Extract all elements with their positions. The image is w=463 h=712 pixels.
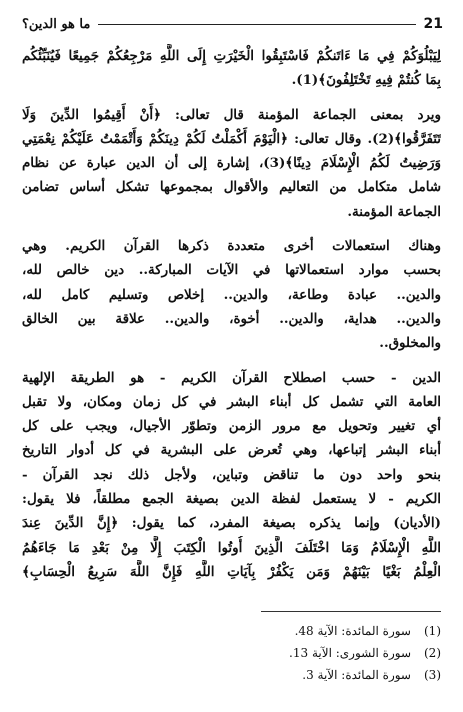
text-line: الدين - حسب اصطلاح القرآن الكريم - هو الطريقة الإلهية: [22, 369, 441, 386]
text-line: الكريم - لا يستعمل لفظة الدين بصيغة الجمع مطلقاً، فلا يقول:: [22, 491, 441, 508]
text-line: والدين.. هداية، والدين.. أخوة، والدين.. علاقة بين الخالق: [22, 310, 441, 327]
text-line: والمخلوق..: [379, 335, 441, 352]
text-line: أي تغيير وتحويل مع مرور الزمن وتطوّر الأجيال، ويجب على كل: [22, 418, 441, 435]
footnote-number: (2): [423, 646, 441, 660]
text-line: بِمَا كُنتُمْ فِيهِ تَخْتَلِفُونَ﴾(1).: [291, 72, 441, 89]
text-line: أبناء البشر إتباعها، وهي تُعرض على البشرية في كل أدوار التاريخ: [22, 442, 441, 459]
text-line: الجماعة المؤمنة.: [347, 203, 441, 220]
text-line: لِيَبْلُوَكُمْ فِي مَا ءَاتَنكُمْ فَاسْتَبِقُوا الْخَيْرَتِ إِلَى اللَّهِ مَرْجِعُكُمْ جَمِيعًا فَيُنَبِّئُكُم: [22, 48, 441, 64]
text-line: وَرَضِيتُ لَكُمُ الْإِسْلَامَ دِينًا﴾(3)، إشارة إلى أن الدين عبارة عن نظام: [22, 155, 441, 172]
paragraph-1: [22, 44, 441, 93]
footnote: [141, 642, 441, 664]
footnote-text: سورة المائدة: الآية 3.: [302, 668, 411, 682]
footnote-separator: [261, 611, 441, 612]
footnote-text: سورة المائدة: الآية 48.: [294, 624, 411, 638]
text-line: الْعِلْمُ بَغْيًا بَيْنَهُمْ وَمَن يَكْفُرْ بِآيَاتِ اللَّهِ فَإِنَّ اللَّهَ سَرِيعُ الْحِسَابِ﴾: [22, 563, 441, 580]
chapter-title: ما هو الدين؟: [22, 16, 91, 32]
running-header: [22, 12, 443, 36]
text-line: ويرد بمعنى الجماعة المؤمنة قال تعالى: ﴿أَنْ أَقِيمُوا الدِّينَ وَلَا: [22, 106, 441, 123]
footnote-text: سورة الشورى: الآية 13.: [289, 646, 411, 660]
footnote: [141, 620, 441, 642]
text-line: والدين.. عبادة وطاعة، والدين.. إخلاص وتسليم كامل لله،: [22, 286, 441, 303]
text-line: بحسب موارد استعمالاتها في الآيات المباركة.. دين خالص لله،: [22, 262, 441, 279]
text-line: بنحو واحد دون ما تناقض وتباين، ولأجل ذلك نجد القرآن -: [22, 466, 441, 483]
text-line: اللَّهِ الْإِسْلَامُ وَمَا اخْتَلَفَ الَّذِينَ أُوتُوا الْكِتَبَ إِلَّا مِنْ بَعْدِ مَا جَاءَهُمُ: [22, 539, 441, 556]
page-number: 21: [423, 16, 443, 32]
text-line: العامة التي تشمل كل أبناء البشر في كل زمان ومكان، ولا تقبل: [22, 393, 441, 410]
footnote: [141, 664, 441, 686]
paragraph-3: [22, 234, 441, 355]
footnote-number: (3): [423, 668, 441, 682]
footnote-number: (1): [423, 624, 441, 638]
text-line: تَتَفَرَّقُوا﴾(2). وقال تعالى: ﴿الْيَوْمَ أَكْمَلْتُ لَكُمْ دِينَكُمْ وَأَتْمَمْتُ عَلَيْكُمْ نِعْمَتِي: [22, 130, 441, 147]
text-line: وهناك استعمالات أخرى متعددة ذكرها القرآن الكريم. وهي: [22, 238, 441, 255]
footnotes: [141, 620, 441, 686]
header-rule: [98, 24, 415, 25]
text-line: (الأديان) وإنما يذكره بصيغة المفرد، كما يقول: ﴿إِنَّ الدِّينَ عِندَ: [22, 515, 441, 532]
paragraph-4: [22, 366, 441, 585]
page-body: [22, 44, 441, 594]
text-line: شامل متكامل من التعاليم والأقوال بمجموعها تشكل أساس تضامن: [22, 179, 441, 196]
paragraph-2: [22, 103, 441, 224]
